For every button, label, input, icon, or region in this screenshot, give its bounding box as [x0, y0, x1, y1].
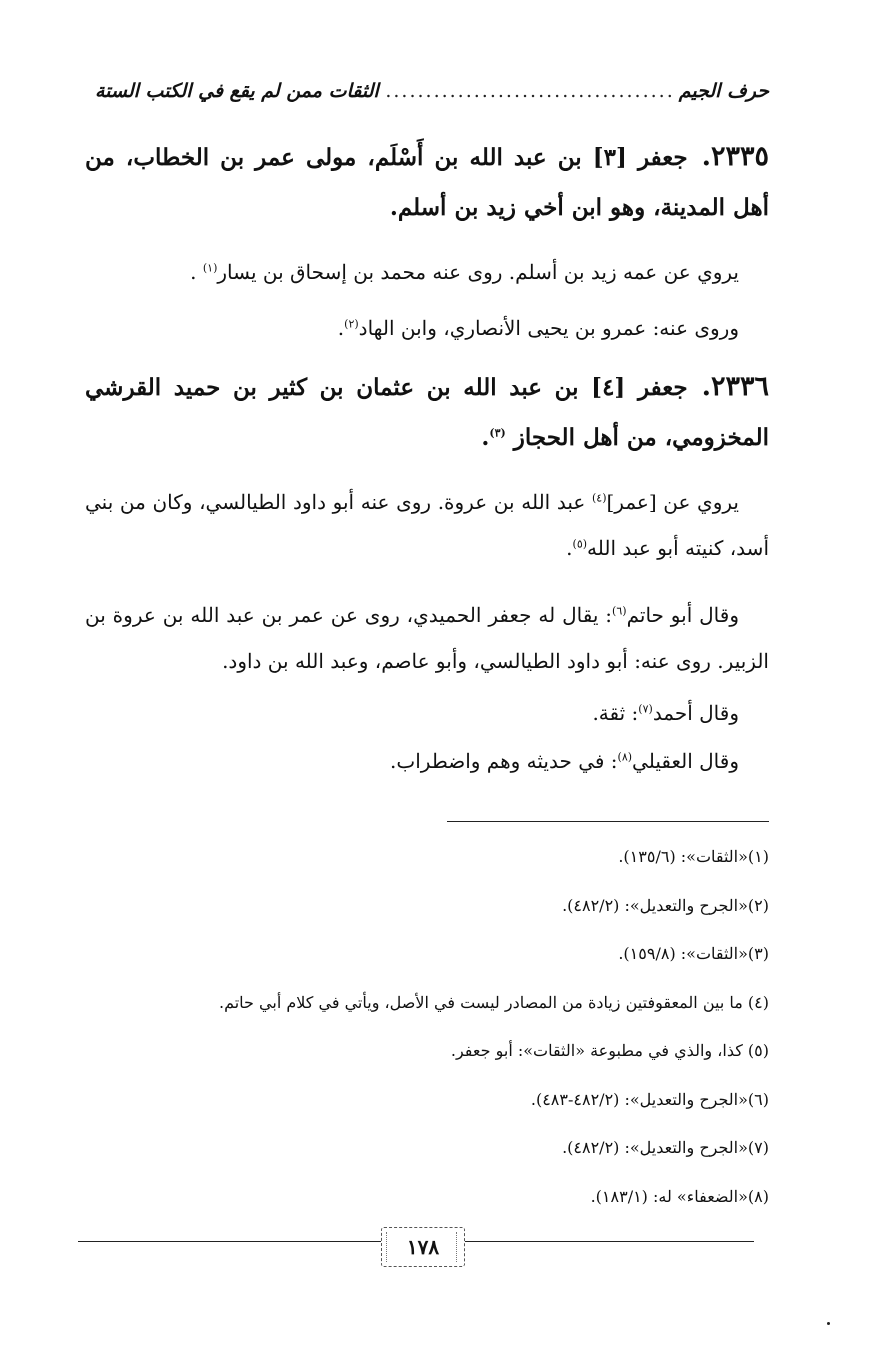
- footnote-item: (١)«الثقات»: (١٣٥/٦).: [618, 847, 769, 866]
- entry-2336-paragraph-4: وقال العقيلي$^{(٨)}$: في حديثه وهم واضطراب.: [390, 749, 739, 773]
- header-chapter: حرف الجيم: [678, 80, 769, 102]
- footnote-ref[interactable]: (٢): [344, 317, 359, 331]
- footnote-ref[interactable]: (٧): [638, 702, 653, 716]
- page-number-box: [381, 1227, 465, 1267]
- entry-number: ٢٣٣٥.: [701, 141, 770, 172]
- footnote-item: (٣)«الثقات»: (١٥٩/٨).: [618, 944, 769, 963]
- footnote-ref[interactable]: (٤): [591, 491, 607, 505]
- entry-2336-heading: ٢٣٣٦.جعفر [٤] بن عبد الله بن عثمان بن كثير بن حميد القرشي المخزومي، من أهل الحجاز $^{(٣)}$.: [85, 371, 770, 451]
- entry-2335-paragraph-2: وروى عنه: عمرو بن يحيى الأنصاري، وابن الهاد$^{(٢)}$.: [337, 316, 739, 340]
- footnote-item: (٤) ما بين المعقوفتين زيادة من المصادر ليست في الأصل، ويأتي في كلام أبي حاتم.: [218, 992, 769, 1012]
- header-book-title: الثقات ممن لم يقع في الكتب الستة: [95, 80, 379, 102]
- footnote-item: (٧)«الجرح والتعديل»: (٤٨٢/٢).: [562, 1138, 769, 1157]
- footnote-item: (٥) كذا، والذي في مطبوعة «الثقات»: أبو جعفر.: [450, 1041, 769, 1060]
- entry-number: ٢٣٣٦.: [701, 371, 770, 402]
- entry-2335-heading: [85, 132, 769, 233]
- entry-title: جعفر [٤] بن عبد الله بن عثمان بن كثير بن حميد القرشي المخزومي، من أهل الحجاز: [85, 374, 769, 451]
- footnote-item: (٨)«الضعفاء» له: (١٨٣/١).: [590, 1186, 769, 1206]
- scan-speck: [827, 1322, 830, 1325]
- footnote-ref[interactable]: (٥): [572, 537, 588, 551]
- entry-2336-paragraph-2: وقال أبو حاتم$^{(٦)}$: يقال له جعفر الحميدي، روى عن عمر بن عبد الله بن عروة بن الزبير. روى عنه: أبو داود الطيالسي، وأبو عاصم، وعبد الله بن داود.: [85, 603, 769, 673]
- footnote-ref[interactable]: (٨): [617, 750, 633, 764]
- footnote-item: (٦)«الجرح والتعديل»: (٤٨٢/٢-٤٨٣).: [530, 1089, 769, 1109]
- header-dot-leader: [383, 80, 675, 102]
- footnotes-list: [120, 833, 769, 1221]
- running-header: [95, 80, 769, 110]
- entry-title: جعفر [٣] بن عبد الله بن أَسْلَم، مولى عمر بن الخطاب، من أهل المدينة، وهو ابن أخي زيد بن أسلم.: [85, 144, 769, 221]
- footnote-ref[interactable]: (٣): [489, 426, 506, 440]
- entry-2336-paragraph-1: يروي عن [عمر]$^{(٤)}$ عبد الله بن عروة. روى عنه أبو داود الطيالسي، وكان من بني أسد، كنيته أبو عبد الله$^{(٥)}$.: [85, 490, 769, 560]
- footnote-item: (٢)«الجرح والتعديل»: (٤٨٢/٢).: [562, 895, 769, 915]
- entry-2335-paragraph-1: يروي عن عمه زيد بن أسلم. روى عنه محمد بن إسحاق بن يسار$^{(١)}$ .: [190, 260, 739, 284]
- page-number: ١٧٨: [406, 1235, 440, 1259]
- entry-2336-paragraph-3: وقال أحمد$^{(٧)}$: ثقة.: [592, 701, 739, 725]
- footnote-ref[interactable]: (١): [202, 261, 218, 275]
- footnote-separator: [447, 821, 769, 822]
- footnote-ref[interactable]: (٦): [612, 604, 627, 618]
